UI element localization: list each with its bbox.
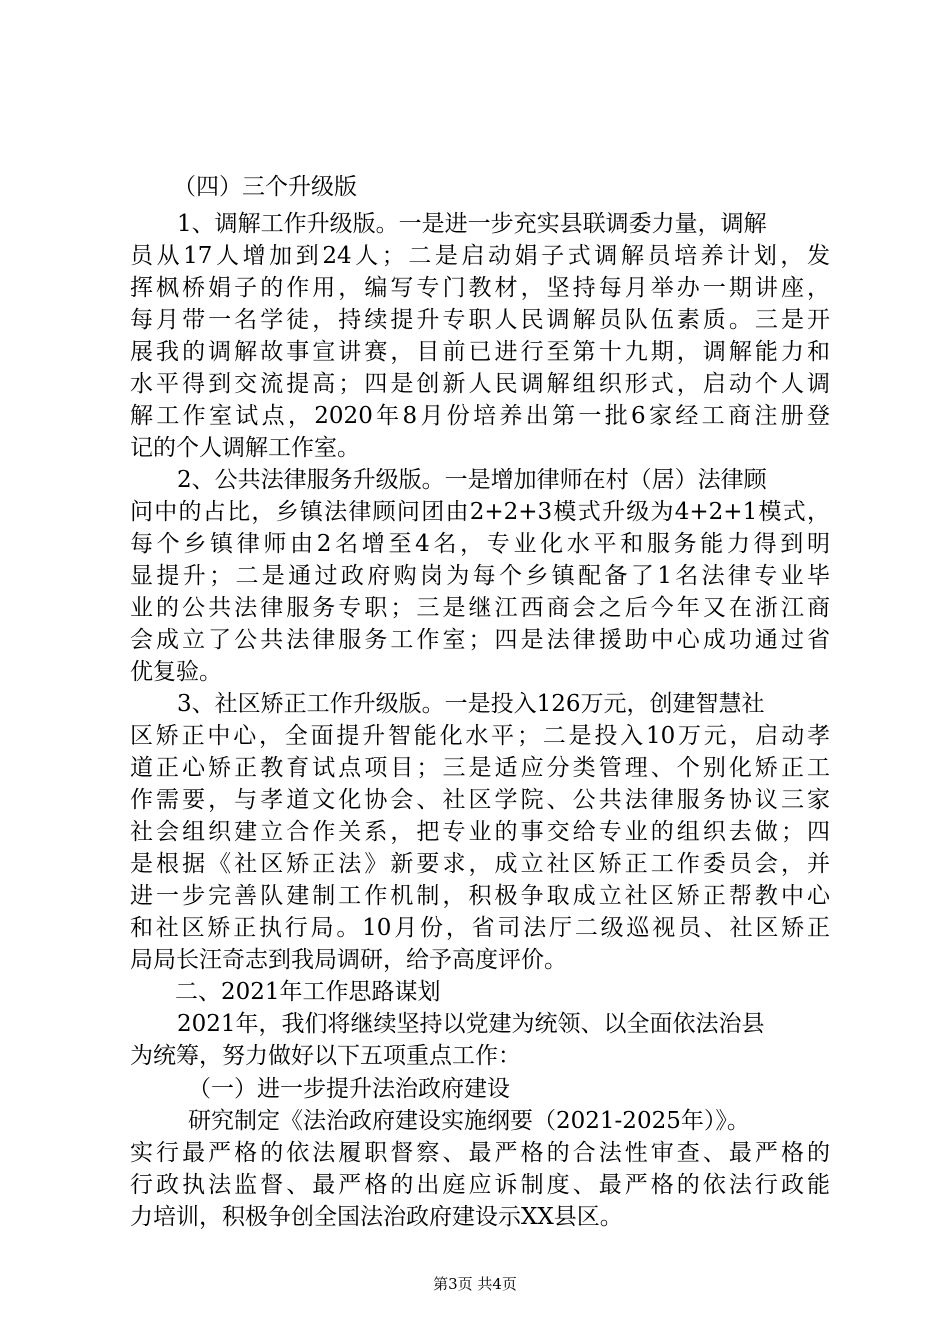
paragraph-line: 实行最严格的依法履职督察、最严格的合法性审查、最严格的 [130, 1140, 830, 1166]
section-heading-two: 二、2021年工作思路谋划 [175, 979, 441, 1005]
paragraph-line: 局局长汪奇志到我局调研，给予高度评价。 [130, 947, 567, 973]
paragraph-line: 优复验。 [130, 659, 222, 685]
subsection-heading-one: （一）进一步提升法治政府建设 [188, 1076, 510, 1102]
paragraph-line: 2、公共法律服务升级版。一是增加律师在村（居）法律顾 [177, 467, 767, 493]
paragraph-line: 显提升；二是通过政府购岗为每个乡镇配备了1名法律专业毕 [130, 563, 830, 589]
section-heading-four: （四）三个升级版 [173, 174, 357, 200]
page-footer: 第3页 共4页 [433, 1275, 517, 1293]
paragraph-line: 作需要，与孝道文化协会、社区学院、公共法律服务协议三家 [130, 787, 830, 813]
paragraph-line: 区矫正中心，全面提升智能化水平；二是投入10万元，启动孝 [130, 723, 830, 749]
paragraph-line: 道正心矫正教育试点项目；三是适应分类管理、个别化矫正工 [130, 755, 830, 781]
paragraph-line: 2021年，我们将继续坚持以党建为统领、以全面依法治县 [177, 1011, 765, 1037]
paragraph-line: 解工作室试点，2020年8月份培养出第一批6家经工商注册登 [130, 403, 830, 429]
paragraph-line: 1、调解工作升级版。一是进一步充实县联调委力量，调解 [177, 211, 767, 237]
paragraph-line: 3、社区矫正工作升级版。一是投入126万元，创建智慧社 [177, 691, 765, 717]
paragraph-line: 社会组织建立合作关系，把专业的事交给专业的组织去做；四 [130, 819, 830, 845]
paragraph-line: 展我的调解故事宣讲赛，目前已进行至第十九期，调解能力和 [130, 339, 830, 365]
paragraph-line: 进一步完善队建制工作机制，积极争取成立社区矫正帮教中心 [130, 883, 830, 909]
paragraph-line: 问中的占比，乡镇法律顾问团由2+2+3模式升级为4+2+1模式， [130, 499, 830, 525]
paragraph-line: 为统筹，努力做好以下五项重点工作： [130, 1043, 521, 1069]
paragraph-line: 每个乡镇律师由2名增至4名，专业化水平和服务能力得到明 [130, 531, 830, 557]
paragraph-line: 每月带一名学徒，持续提升专职人民调解员队伍素质。三是开 [130, 307, 830, 333]
paragraph-line: 是根据《社区矫正法》新要求，成立社区矫正工作委员会，并 [130, 851, 830, 877]
paragraph-line: 会成立了公共法律服务工作室；四是法律援助中心成功通过省 [130, 627, 830, 653]
paragraph-line: 力培训，积极争创全国法治政府建设示XX县区。 [130, 1204, 623, 1230]
paragraph-line: 挥枫桥娟子的作用，编写专门教材，坚持每月举办一期讲座， [130, 275, 830, 301]
paragraph-line: 员从17人增加到24人；二是启动娟子式调解员培养计划，发 [130, 243, 830, 269]
paragraph-line: 研究制定《法治政府建设实施纲要（2021-2025年）》。 [188, 1108, 750, 1134]
paragraph-line: 和社区矫正执行局。10月份，省司法厅二级巡视员、社区矫正 [130, 915, 830, 941]
paragraph-line: 行政执法监督、最严格的出庭应诉制度、最严格的依法行政能 [130, 1172, 830, 1198]
paragraph-line: 记的个人调解工作室。 [130, 435, 360, 461]
paragraph-line: 水平得到交流提高；四是创新人民调解组织形式，启动个人调 [130, 371, 830, 397]
paragraph-line: 业的公共法律服务专职；三是继江西商会之后今年又在浙江商 [130, 595, 830, 621]
